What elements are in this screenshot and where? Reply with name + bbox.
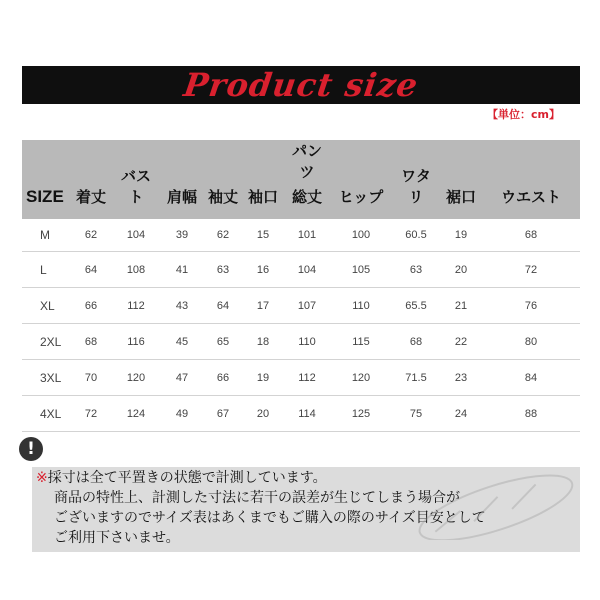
cell-pants-total-length: 114	[284, 396, 330, 432]
cell-waist: 68	[482, 219, 580, 252]
banner-title: Product size	[181, 66, 421, 104]
cell-length: 72	[70, 396, 112, 432]
cell-cuff: 16	[242, 252, 284, 288]
cell-sleeve-length: 63	[204, 252, 242, 288]
table-row	[22, 396, 580, 432]
cell-hip: 120	[330, 360, 392, 396]
cell-thigh: 60.5	[392, 219, 440, 252]
header-hem: 裾口	[440, 140, 482, 219]
cell-size: L	[22, 252, 70, 288]
cell-thigh: 68	[392, 324, 440, 360]
table-row	[22, 252, 580, 288]
cell-hem: 21	[440, 288, 482, 324]
cell-shoulder: 49	[160, 396, 204, 432]
cell-bust: 124	[112, 396, 160, 432]
cell-size: 4XL	[22, 396, 70, 432]
notice-line-3: ございますのでサイズ表はあくまでもご購入の際のサイズ目安として	[54, 510, 486, 526]
header-length: 着丈	[70, 140, 112, 219]
cell-length: 70	[70, 360, 112, 396]
table-row	[22, 288, 580, 324]
cell-pants-total-length: 107	[284, 288, 330, 324]
cell-sleeve-length: 65	[204, 324, 242, 360]
cell-thigh: 75	[392, 396, 440, 432]
header-shoulder: 肩幅	[160, 140, 204, 219]
cell-waist: 84	[482, 360, 580, 396]
cell-hip: 105	[330, 252, 392, 288]
table-row	[22, 219, 580, 252]
cell-hip: 125	[330, 396, 392, 432]
notice-line-1: ※採寸は全て平置きの状態で計測しています。	[36, 470, 327, 486]
cell-hip: 110	[330, 288, 392, 324]
cell-shoulder: 45	[160, 324, 204, 360]
header-cuff: 袖口	[242, 140, 284, 219]
cell-length: 62	[70, 219, 112, 252]
cell-bust: 116	[112, 324, 160, 360]
cell-cuff: 18	[242, 324, 284, 360]
header-sleeve-length: 袖丈	[204, 140, 242, 219]
cell-hem: 19	[440, 219, 482, 252]
cell-cuff: 19	[242, 360, 284, 396]
cell-pants-total-length: 110	[284, 324, 330, 360]
cell-thigh: 65.5	[392, 288, 440, 324]
cell-bust: 108	[112, 252, 160, 288]
cell-cuff: 17	[242, 288, 284, 324]
cell-waist: 72	[482, 252, 580, 288]
cell-waist: 76	[482, 288, 580, 324]
cell-hem: 20	[440, 252, 482, 288]
header-waist: ウエスト	[482, 140, 580, 219]
table-row	[22, 324, 580, 360]
cell-shoulder: 43	[160, 288, 204, 324]
cell-hip: 100	[330, 219, 392, 252]
product-size-banner	[22, 66, 580, 104]
cell-sleeve-length: 62	[204, 219, 242, 252]
cell-pants-total-length: 104	[284, 252, 330, 288]
size-table	[22, 140, 580, 432]
cell-bust: 120	[112, 360, 160, 396]
cell-length: 68	[70, 324, 112, 360]
asterisk-mark: ※	[36, 470, 48, 486]
cell-sleeve-length: 66	[204, 360, 242, 396]
header-pants-label: パンツ	[291, 143, 322, 181]
cell-cuff: 20	[242, 396, 284, 432]
cell-bust: 104	[112, 219, 160, 252]
cell-size: M	[22, 219, 70, 252]
cell-size: 2XL	[22, 324, 70, 360]
notice-line-4: ご利用下さいませ。	[54, 530, 180, 546]
cell-thigh: 63	[392, 252, 440, 288]
exclamation-icon: !	[19, 437, 43, 461]
cell-pants-total-length: 101	[284, 219, 330, 252]
cell-shoulder: 39	[160, 219, 204, 252]
header-size: SIZE	[22, 140, 70, 219]
cell-pants-total-length: 112	[284, 360, 330, 396]
table-row	[22, 360, 580, 396]
cell-cuff: 15	[242, 219, 284, 252]
cell-size: 3XL	[22, 360, 70, 396]
notice-text	[36, 468, 486, 548]
cell-size: XL	[22, 288, 70, 324]
notice-line-2: 商品の特性上、計測した寸法に若干の誤差が生じてしまう場合が	[54, 490, 460, 506]
cell-sleeve-length: 67	[204, 396, 242, 432]
cell-waist: 80	[482, 324, 580, 360]
header-bust: バスト	[112, 140, 160, 219]
unit-note: 【単位：cm】	[487, 108, 560, 121]
cell-length: 64	[70, 252, 112, 288]
header-thigh: ワタリ	[392, 140, 440, 219]
cell-shoulder: 47	[160, 360, 204, 396]
header-pants-total-length: パンツ 総丈	[284, 140, 330, 219]
cell-hem: 22	[440, 324, 482, 360]
cell-hem: 23	[440, 360, 482, 396]
cell-hem: 24	[440, 396, 482, 432]
cell-shoulder: 41	[160, 252, 204, 288]
cell-length: 66	[70, 288, 112, 324]
cell-hip: 115	[330, 324, 392, 360]
cell-bust: 112	[112, 288, 160, 324]
header-hip: ヒップ	[330, 140, 392, 219]
cell-thigh: 71.5	[392, 360, 440, 396]
table-header-row	[22, 140, 580, 219]
cell-waist: 88	[482, 396, 580, 432]
cell-sleeve-length: 64	[204, 288, 242, 324]
